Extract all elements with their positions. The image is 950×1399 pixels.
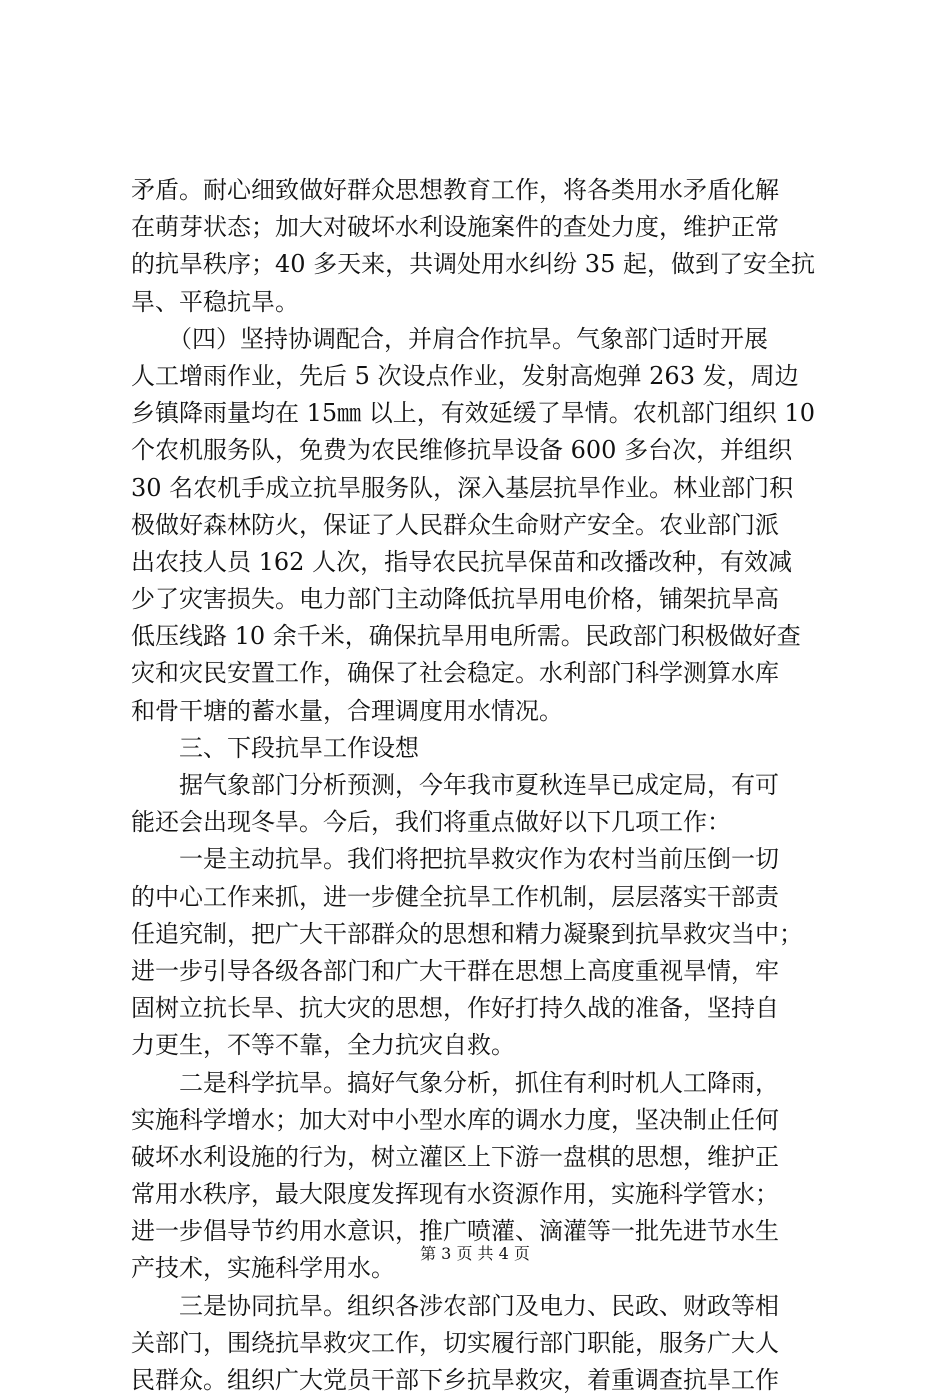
paragraph-start-line: 三是协同抗旱。组织各涉农部门及电力、民政、财政等相 <box>179 1291 779 1320</box>
text-line: 固树立抗长旱、抗大灾的思想，作好打持久战的准备，坚持自 <box>131 994 779 1023</box>
text-line: 和骨干塘的蓄水量，合理调度用水情况。 <box>131 696 563 725</box>
text-line: 产技术，实施科学用水。 <box>131 1254 395 1283</box>
text-line: 任追究制，把广大干部群众的思想和精力凝聚到抗旱救灾当中； <box>131 919 803 948</box>
text-line: 个农机服务队，免费为农民维修抗旱设备 600 多台次，并组织 <box>131 436 793 465</box>
text-line: 实施科学增水；加大对中小型水库的调水力度，坚决制止任何 <box>131 1105 779 1134</box>
paragraph-start-line: 一是主动抗旱。我们将把抗旱救灾作为农村当前压倒一切 <box>179 845 779 874</box>
text-line: 30 名农机手成立抗旱服务队，深入基层抗旱作业。林业部门积 <box>131 473 794 502</box>
document-body <box>131 172 831 1399</box>
text-line: 进一步倡导节约用水意识，推广喷灌、滴灌等一批先进节水生 <box>131 1217 779 1246</box>
text-line: 的中心工作来抓，进一步健全抗旱工作机制，层层落实干部责 <box>131 882 779 911</box>
text-line: 矛盾。耐心细致做好群众思想教育工作，将各类用水矛盾化解 <box>131 176 779 204</box>
text-line: 关部门，围绕抗旱救灾工作，切实履行部门职能，服务广大人 <box>131 1328 779 1357</box>
text-line: 在萌芽状态；加大对破坏水利设施案件的查处力度，维护正常 <box>131 213 779 242</box>
paragraph-start-line: 据气象部门分析预测，今年我市夏秋连旱已成定局，有可 <box>179 771 779 799</box>
text-line: 能还会出现冬旱。今后，我们将重点做好以下几项工作： <box>131 808 731 837</box>
text-line: 进一步引导各级各部门和广大干群在思想上高度重视旱情，牢 <box>131 956 779 985</box>
text-line: 民群众。组织广大党员干部下乡抗旱救灾，着重调查抗旱工作 <box>131 1366 779 1394</box>
text-line: 出农技人员 162 人次，指导农民抗旱保苗和改播改种，有效减 <box>131 547 793 576</box>
text-line: 极做好森林防火，保证了人民群众生命财产安全。农业部门派 <box>131 510 779 539</box>
text-line: 乡镇降雨量均在 15㎜ 以上，有效延缓了旱情。农机部门组织 10 <box>131 399 815 428</box>
text-line: 破坏水利设施的行为，树立灌区上下游一盘棋的思想，维护正 <box>131 1142 779 1171</box>
text-line: 低压线路 10 余千米，确保抗旱用电所需。民政部门积极做好查 <box>131 622 801 651</box>
text-line: 灾和灾民安置工作，确保了社会稳定。水利部门科学测算水库 <box>131 659 779 688</box>
text-line: 少了灾害损失。电力部门主动降低抗旱用电价格，铺架抗旱高 <box>131 585 779 614</box>
section-heading: 三、下段抗旱工作设想 <box>179 733 419 762</box>
paragraph-start-line: 二是科学抗旱。搞好气象分析，抓住有利时机人工降雨， <box>179 1068 779 1097</box>
text-line: 人工增雨作业，先后 5 次设点作业，发射高炮弹 263 发，周边 <box>131 361 799 390</box>
text-line: 常用水秩序，最大限度发挥现有水资源作用，实施科学管水； <box>131 1180 779 1209</box>
page-number-footer: 第 3 页 共 4 页 <box>420 1244 530 1263</box>
text-line: 的抗旱秩序；40 多天来，共调处用水纠纷 35 起，做到了安全抗 <box>131 250 815 279</box>
text-line: 旱、平稳抗旱。 <box>131 287 299 316</box>
paragraph-start-line: （四）坚持协调配合，并肩合作抗旱。气象部门适时开展 <box>168 324 768 353</box>
text-line: 力更生，不等不靠，全力抗灾自救。 <box>131 1031 515 1060</box>
